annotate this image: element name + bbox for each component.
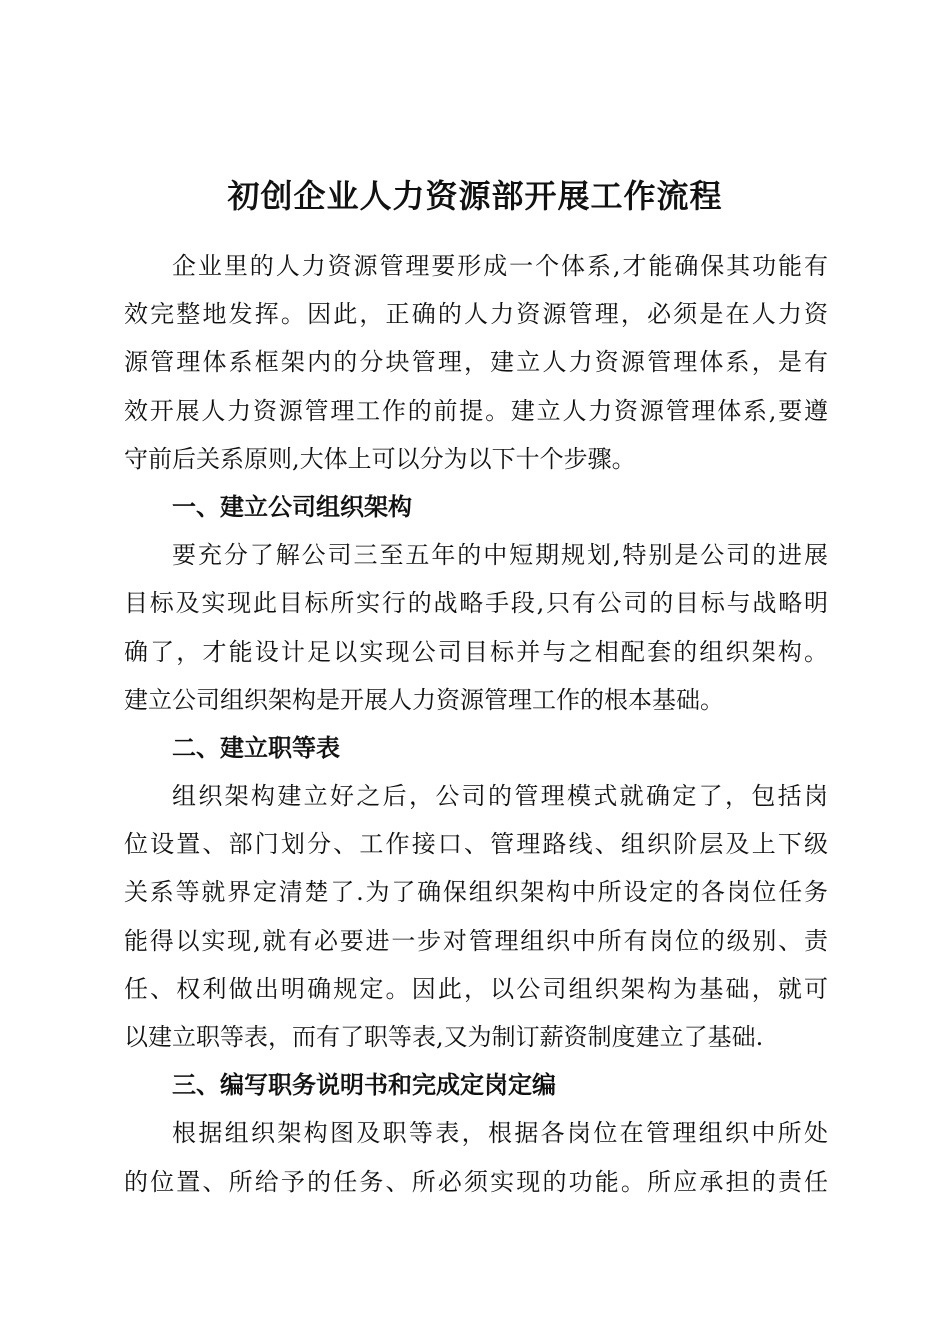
paragraph-line: 的位置、所给予的任务、所必须实现的功能。所应承担的责任: [124, 1167, 828, 1196]
paragraph-line: 任、权利做出明确规定。因此，以公司组织架构为基础，就可: [124, 974, 828, 1003]
document-title: 初创企业人力资源部开展工作流程: [227, 177, 723, 215]
document-body: [124, 242, 828, 1206]
paragraph-line: 效开展人力资源管理工作的前提。建立人力资源管理体系,要遵: [124, 396, 828, 425]
section-heading: 一、建立公司组织架构: [172, 491, 412, 521]
paragraph-line: 要充分了解公司三至五年的中短期规划,特别是公司的进展: [172, 541, 828, 570]
paragraph-line: 企业里的人力资源管理要形成一个体系,才能确保其功能有: [172, 252, 828, 280]
paragraph-line: 位设置、部门划分、工作接口、管理路线、组织阶层及上下级: [124, 830, 828, 859]
paragraph-line: 能得以实现,就有必要进一步对管理组织中所有岗位的级别、责: [124, 926, 828, 955]
paragraph-line: 根据组织架构图及职等表，根据各岗位在管理组织中所处: [172, 1119, 828, 1148]
paragraph-line: 源管理体系框架内的分块管理，建立人力资源管理体系，是有: [124, 348, 828, 377]
paragraph-line: 建立公司组织架构是开展人力资源管理工作的根本基础。: [124, 685, 724, 714]
paragraph-line: 效完整地发挥。因此，正确的人力资源管理，必须是在人力资: [124, 300, 828, 329]
paragraph-line: 以建立职等表，而有了职等表,又为制订薪资制度建立了基础.: [124, 1023, 764, 1051]
paragraph-line: 目标及实现此目标所实行的战略手段,只有公司的目标与战略明: [124, 589, 828, 618]
paragraph-line: 组织架构建立好之后，公司的管理模式就确定了，包括岗: [172, 782, 828, 811]
paragraph-line: 确了，才能设计足以实现公司目标并与之相配套的组织架构。: [124, 637, 828, 666]
paragraph-line: 守前后关系原则,大体上可以分为以下十个步骤。: [124, 444, 636, 473]
section-heading: 三、编写职务说明书和完成定岗定编: [172, 1070, 556, 1100]
paragraph-line: 关系等就界定清楚了.为了确保组织架构中所设定的各岗位任务: [124, 878, 828, 907]
section-heading: 二、建立职等表: [172, 732, 340, 762]
